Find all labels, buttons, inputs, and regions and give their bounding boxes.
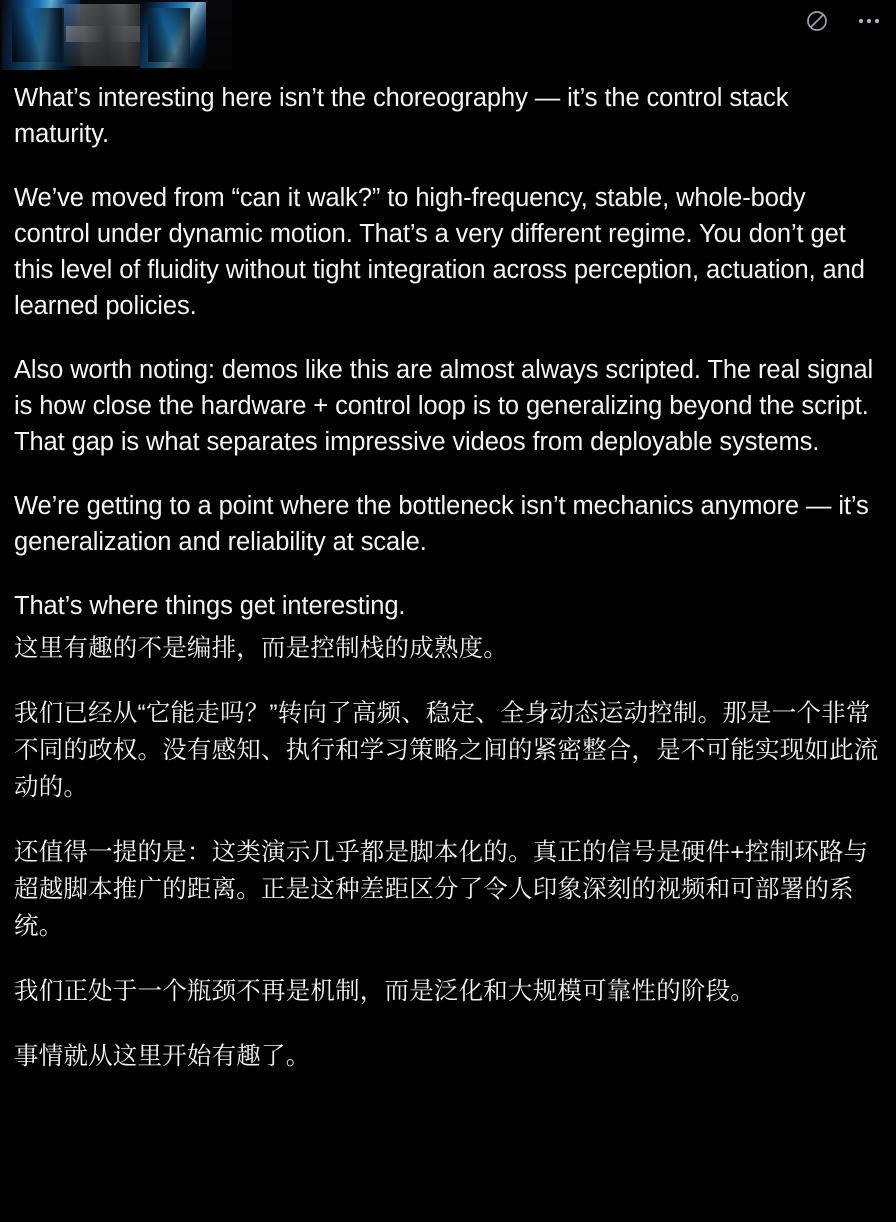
post-paragraph-en-4: We’re getting to a point where the bottleneck isn’t mechanics anymore — it’s generalization and reliability at scale. <box>14 492 869 556</box>
post-actions <box>800 4 886 38</box>
post-header <box>0 0 896 72</box>
post-paragraph-en-2: We’ve moved from “can it walk?” to high-frequency, stable, whole-body control under dynamic motion. That’s a very different regime. You don’t get this level of fluidity without tight integration across perception, actuation, and learned policies. <box>14 184 865 320</box>
post-paragraph-cn-4: 我们正处于一个瓶颈不再是机制，而是泛化和大规模可靠性的阶段。 <box>14 978 755 1005</box>
post-paragraph-cn-2: 我们已经从“它能走吗？”转向了高频、稳定、全身动态运动控制。那是一个非常不同的政权。没有感知、执行和学习策略之间的紧密整合，是不可能实现如此流动的。 <box>14 700 879 801</box>
post-paragraph-cn-5: 事情就从这里开始有趣了。 <box>14 1043 311 1070</box>
post-paragraph-en-5: That’s where things get interesting. <box>14 592 406 620</box>
post-paragraph-cn-1: 这里有趣的不是编排，而是控制栈的成熟度。 <box>14 635 508 662</box>
post-paragraph-en-1: What’s interesting here isn’t the choreography — it’s the control stack maturity. <box>14 84 789 148</box>
grok-icon[interactable] <box>800 4 834 38</box>
post-paragraph-cn-3: 还值得一提的是：这类演示几乎都是脚本化的。真正的信号是硬件+控制环路与超越脚本推广的距离。正是这种差距区分了令人印象深刻的视频和可部署的系统。 <box>14 839 869 940</box>
video-thumbnail[interactable] <box>0 0 232 70</box>
post-body <box>0 80 896 1075</box>
more-options-dots <box>859 19 879 23</box>
thumbnail-overlay <box>0 0 232 70</box>
post-paragraph-en-3: Also worth noting: demos like this are almost always scripted. The real signal is how close the hardware + control loop is to generalizing beyond the script. That gap is what separates impressive videos from deployable systems. <box>14 356 874 456</box>
more-options-icon[interactable] <box>852 4 886 38</box>
